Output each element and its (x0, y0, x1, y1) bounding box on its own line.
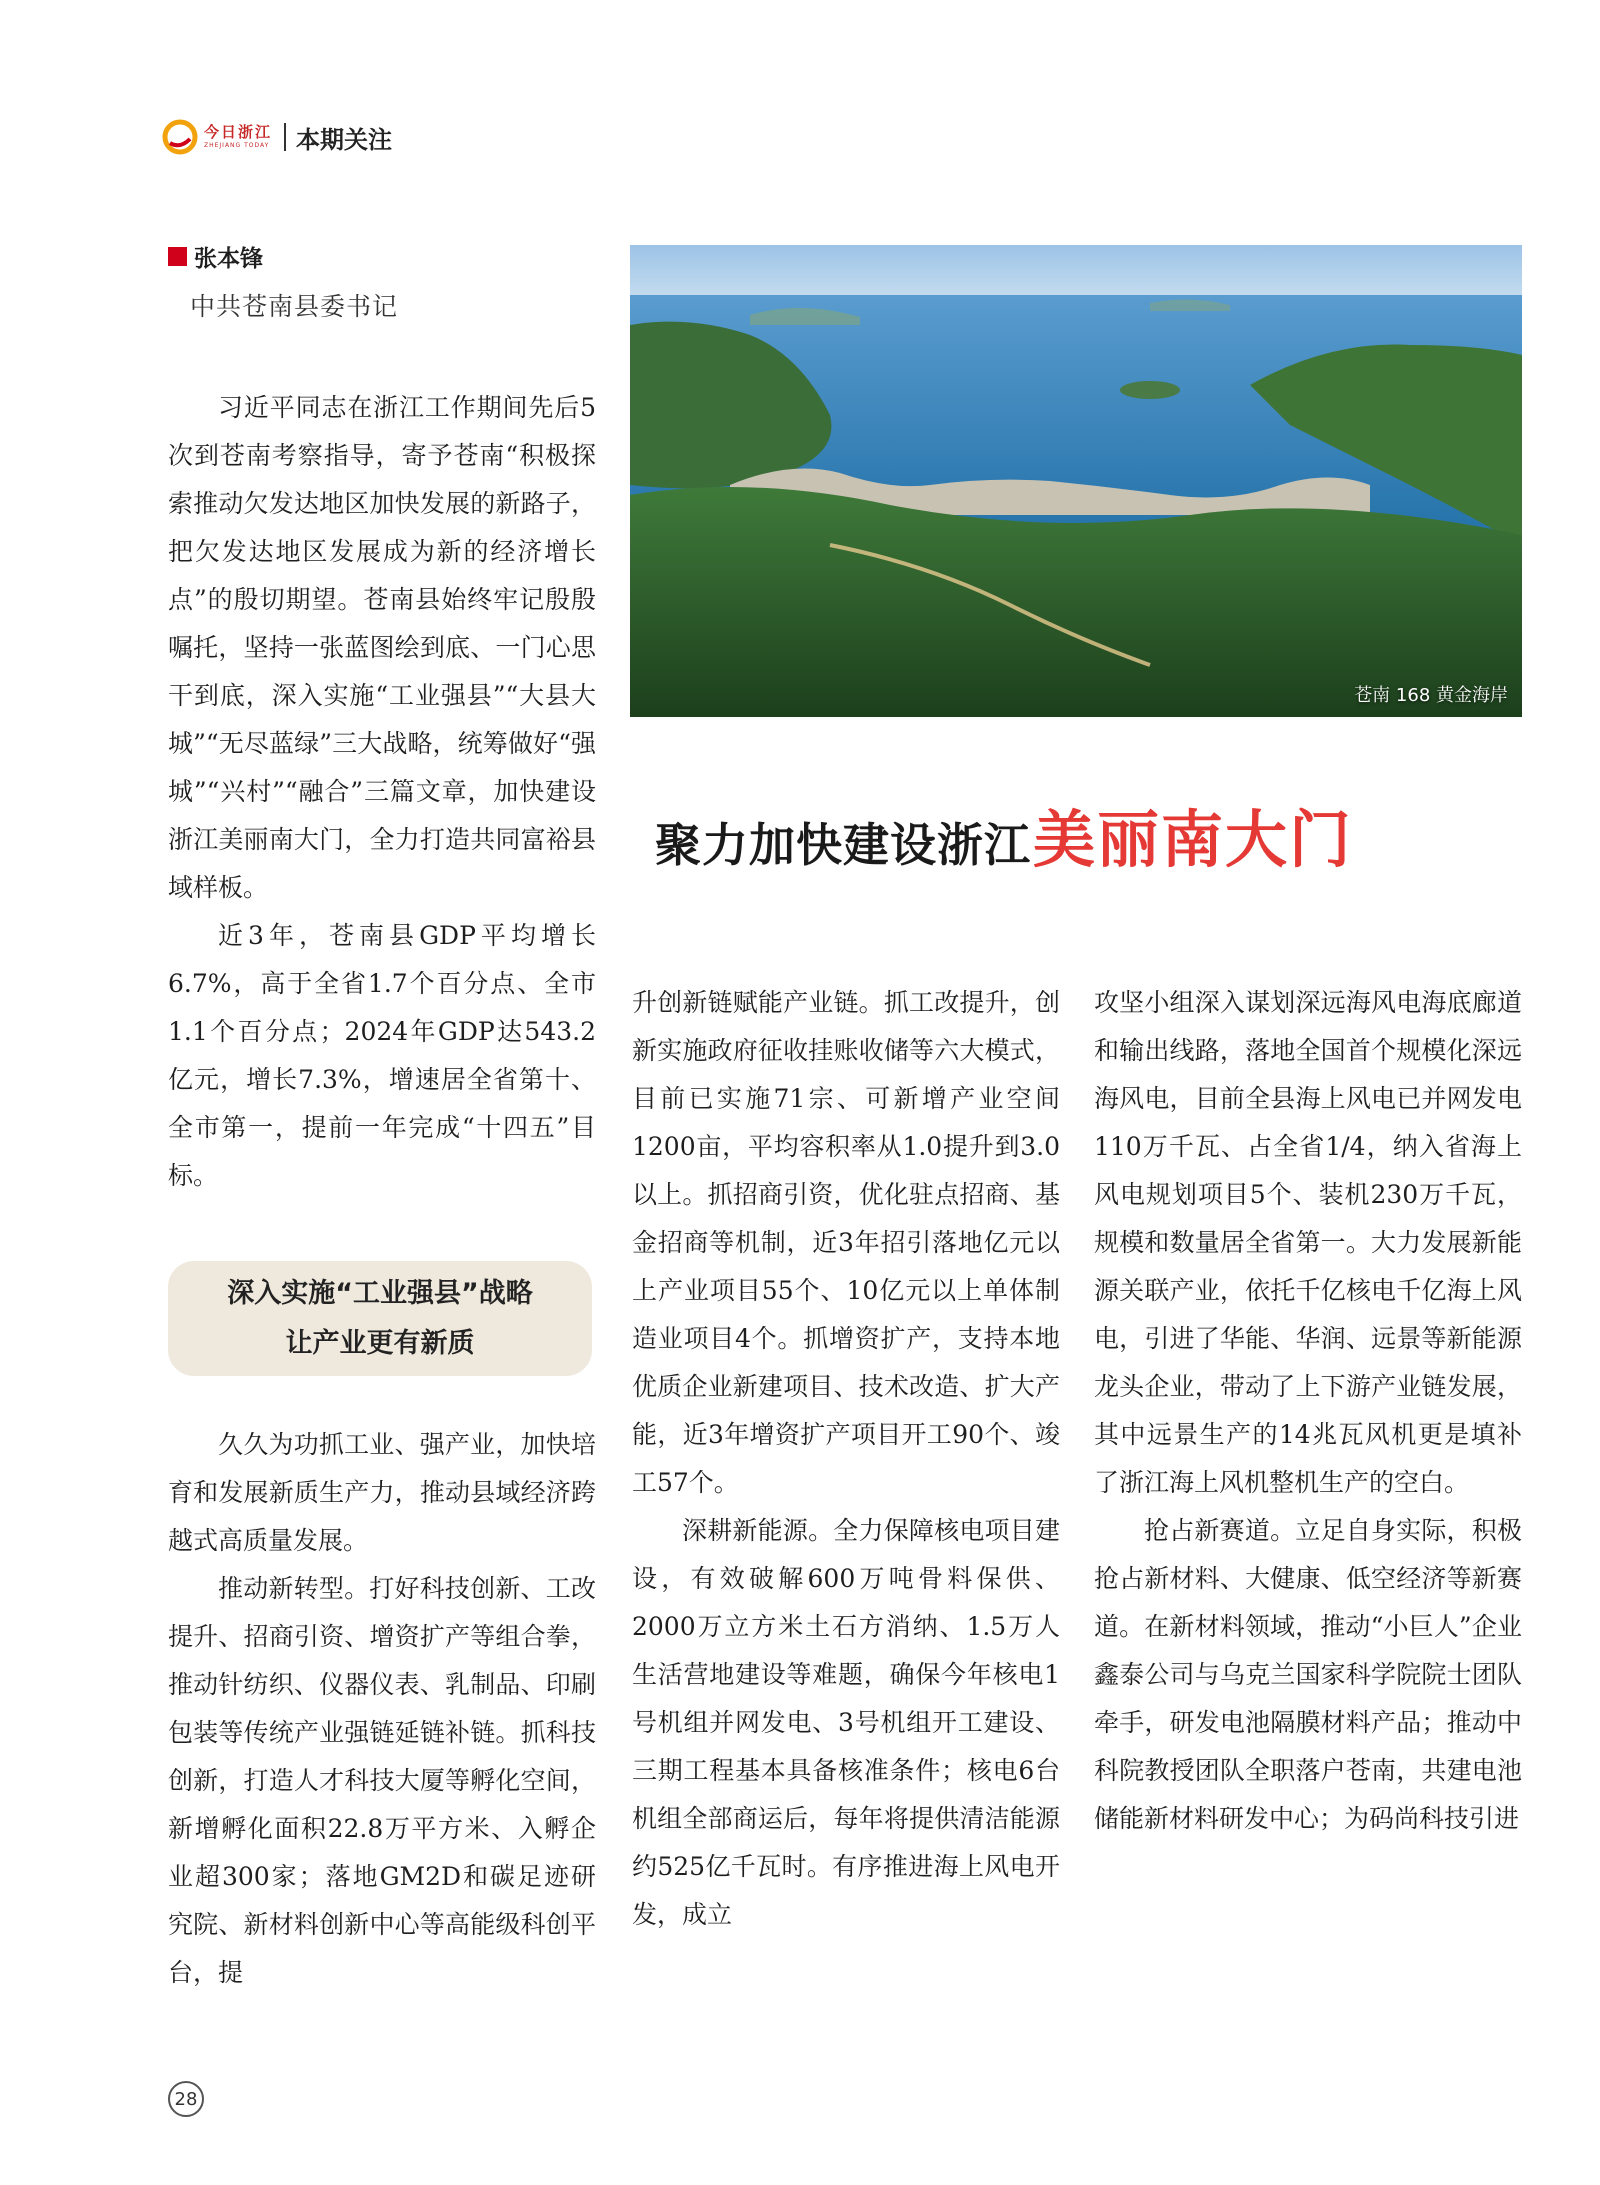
intro-paragraph: 习近平同志在浙江工作期间先后5次到苍南考察指导，寄予苍南“积极探索推动欠发达地区加快发展的新路子，把欠发达地区发展成为新的经济增长点”的殷切期望。苍南县始终牢记殷殷嘱托，坚持一张蓝图绘到底、一门心思干到底，深入实施“工业强县”“大县大城”“无尽蓝绿”三大战略，统筹做好“强城”“兴村”“融合”三篇文章，加快建设浙江美丽南大门，全力打造共同富裕县域样板。 (168, 393, 596, 902)
transformation-paragraph: 推动新转型。打好科技创新、工改提升、招商引资、增资扩产等组合拳，推动针纺织、仪器仪表、乳制品、印刷包装等传统产业强链延链补链。抓科技创新，打造人才科技大厦等孵化空间，新增孵化面积22.8万平方米、入孵企业超300家；落地GM2D和碳足迹研究院、新材料创新中心等高能级科创平台，提 (168, 1574, 596, 1987)
column-1-body (168, 1421, 596, 1997)
column-3-continuation: 攻坚小组深入谋划深远海风电海底廊道和输出线路，落地全国首个规模化深远海风电，目前全县海上风电已并网发电110万千瓦、占全省1/4，纳入省海上风电规划项目5个、装机230万千瓦，规模和数量居全省第一。大力发展新能源关联产业，依托千亿核电千亿海上风电，引进了华能、华润、远景等新能源龙头企业，带动了上下游产业链发展，其中远景生产的14兆瓦风机更是填补了浙江海上风机整机生产的空白。 (1094, 988, 1522, 1497)
author-name: 张本锋 (194, 246, 263, 272)
gdp-paragraph: 近3年，苍南县GDP平均增长6.7%，高于全省1.7个百分点、全市1.1个百分点；2024年GDP达543.2亿元，增长7.3%，增速居全省第十、全市第一，提前一年完成“十四五”目标。 (168, 921, 596, 1190)
author-title: 中共苍南县委书记 (190, 292, 399, 321)
red-square-icon (168, 247, 187, 266)
section-subheading (168, 1261, 592, 1376)
logo-english: ZHEJIANG TODAY (204, 142, 270, 149)
aerial-bay-image (630, 245, 1522, 717)
magazine-logo (162, 119, 272, 155)
column-3 (1094, 979, 1522, 1843)
headline-black-part: 聚力加快建设浙江 (655, 818, 1031, 872)
photo-caption: 苍南 168 黄金海岸 (1354, 685, 1508, 706)
page-number: 28 (168, 2081, 204, 2117)
column-1-intro (168, 384, 596, 1200)
author-name-block (168, 240, 263, 273)
header-divider (284, 123, 286, 151)
section-title: 本期关注 (296, 125, 393, 154)
column-2 (632, 979, 1060, 1939)
article-headline (655, 790, 1353, 879)
sun-logo-icon (162, 119, 198, 155)
headline-red-part: 美丽南大门 (1033, 803, 1354, 876)
subheading-line-2: 让产业更有新质 (285, 1327, 475, 1359)
logo-chinese: 今日浙江 (204, 123, 273, 141)
new-track-paragraph: 抢占新赛道。立足自身实际，积极抢占新材料、大健康、低空经济等新赛道。在新材料领域，推动“小巨人”企业鑫泰公司与乌克兰国家科学院院士团队牵手，研发电池隔膜材料产品；推动中科院教授团队全职落户苍南，共建电池储能新材料研发中心；为码尚科技引进 (1094, 1516, 1522, 1833)
column-2-continuation: 升创新链赋能产业链。抓工改提升，创新实施政府征收挂账收储等六大模式，目前已实施71宗、可新增产业空间1200亩，平均容积率从1.0提升到3.0以上。抓招商引资，优化驻点招商、基金招商等机制，近3年招引落地亿元以上产业项目55个、10亿元以上单体制造业项目4个。抓增资扩产，支持本地优质企业新建项目、技术改造、扩大产能，近3年增资扩产项目开工90个、竣工57个。 (632, 988, 1060, 1497)
new-energy-paragraph: 深耕新能源。全力保障核电项目建设，有效破解600万吨骨料保供、2000万立方米土石方消纳、1.5万人生活营地建设等难题，确保今年核电1号机组并网发电、3号机组开工建设、三期工程基本具备核准条件；核电6台机组全部商运后，每年将提供清洁能源约525亿千瓦时。有序推进海上风电开发，成立 (632, 1516, 1060, 1929)
industry-paragraph: 久久为功抓工业、强产业，加快培育和发展新质生产力，推动县域经济跨越式高质量发展。 (168, 1430, 596, 1555)
coastline-photo (630, 245, 1522, 717)
subheading-line-1: 深入实施“工业强县”战略 (227, 1277, 533, 1309)
page-header (162, 117, 392, 157)
